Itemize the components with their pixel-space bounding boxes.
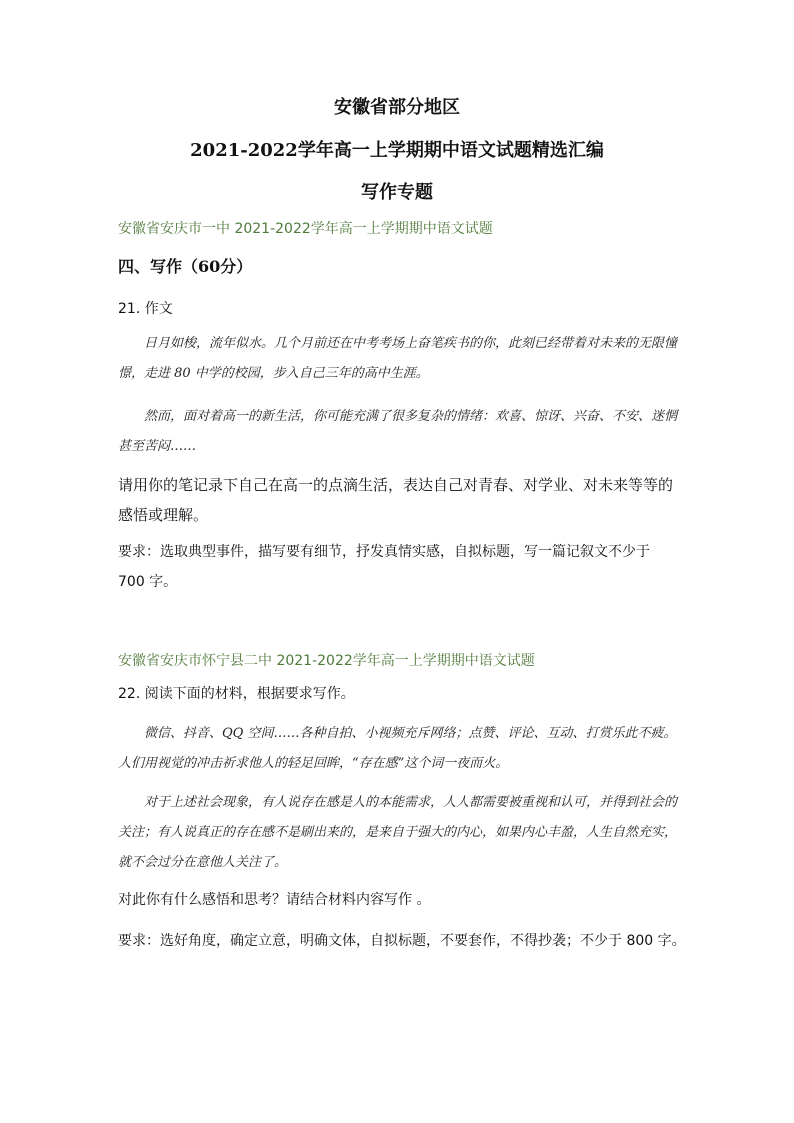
question-21-material-p1: 日月如梭，流年似水。几个月前还在中考考场上奋笔疾书的你，此刻已经带着对未来的无限憧憬，走进 80 中学的校园，步入自己三年的高中生涯。 xyxy=(118,336,678,381)
question-21-material-p2: 然而，面对着高一的新生活，你可能充满了很多复杂的情绪：欢喜、惊讶、兴奋、不安、迷惘甚至苦闷…… xyxy=(118,409,678,454)
section1-source: 安徽省安庆市一中 2021-2022学年高一上学期期中语文试题 xyxy=(118,221,493,237)
question-22-number: 22. 阅读下面的材料，根据要求写作。 xyxy=(118,686,355,702)
section1-heading: 四、写作（60分） xyxy=(118,257,253,276)
question-21-number: 21. 作文 xyxy=(118,301,173,317)
document-title-region: 安徽省部分地区 xyxy=(334,97,460,118)
question-22-prompt: 对此你有什么感悟和思考？请结合材料内容写作 。 xyxy=(118,892,431,908)
document-title-main: 2021-2022学年高一上学期期中语文试题精选汇编 xyxy=(190,140,604,161)
question-21-prompt: 请用你的笔记录下自己在高一的点滴生活，表达自己对青春、对学业、对未来等等的感悟或理解。 xyxy=(118,476,674,524)
section2-source: 安徽省安庆市怀宁县二中 2021-2022学年高一上学期期中语文试题 xyxy=(118,653,535,669)
document-title-topic: 写作专题 xyxy=(361,182,433,203)
question-22-material-p2: 对于上述社会现象，有人说存在感是人的本能需求，人人都需要被重视和认可，并得到社会的关注；有人说真正的存在感不是刷出来的，是来自于强大的内心，如果内心丰盈，人生自然充实，就不会过分在意他人关注了。 xyxy=(118,795,678,870)
question-22-material-p1: 微信、抖音、QQ 空间……各种自拍、小视频充斥网络；点赞、评论、互动、打赏乐此不疲。人们用视觉的冲击祈求他人的轻足回眸，“存在感”这个词一夜而火。 xyxy=(118,726,677,771)
question-22-requirement: 要求：选好角度，确定立意，明确文体，自拟标题，不要套作，不得抄袭；不少于 800 字。 xyxy=(118,933,686,949)
question-21-requirement: 要求：选取典型事件，描写要有细节，抒发真情实感，自拟标题，写一篇记叙文不少于 700 字。 xyxy=(118,544,650,590)
